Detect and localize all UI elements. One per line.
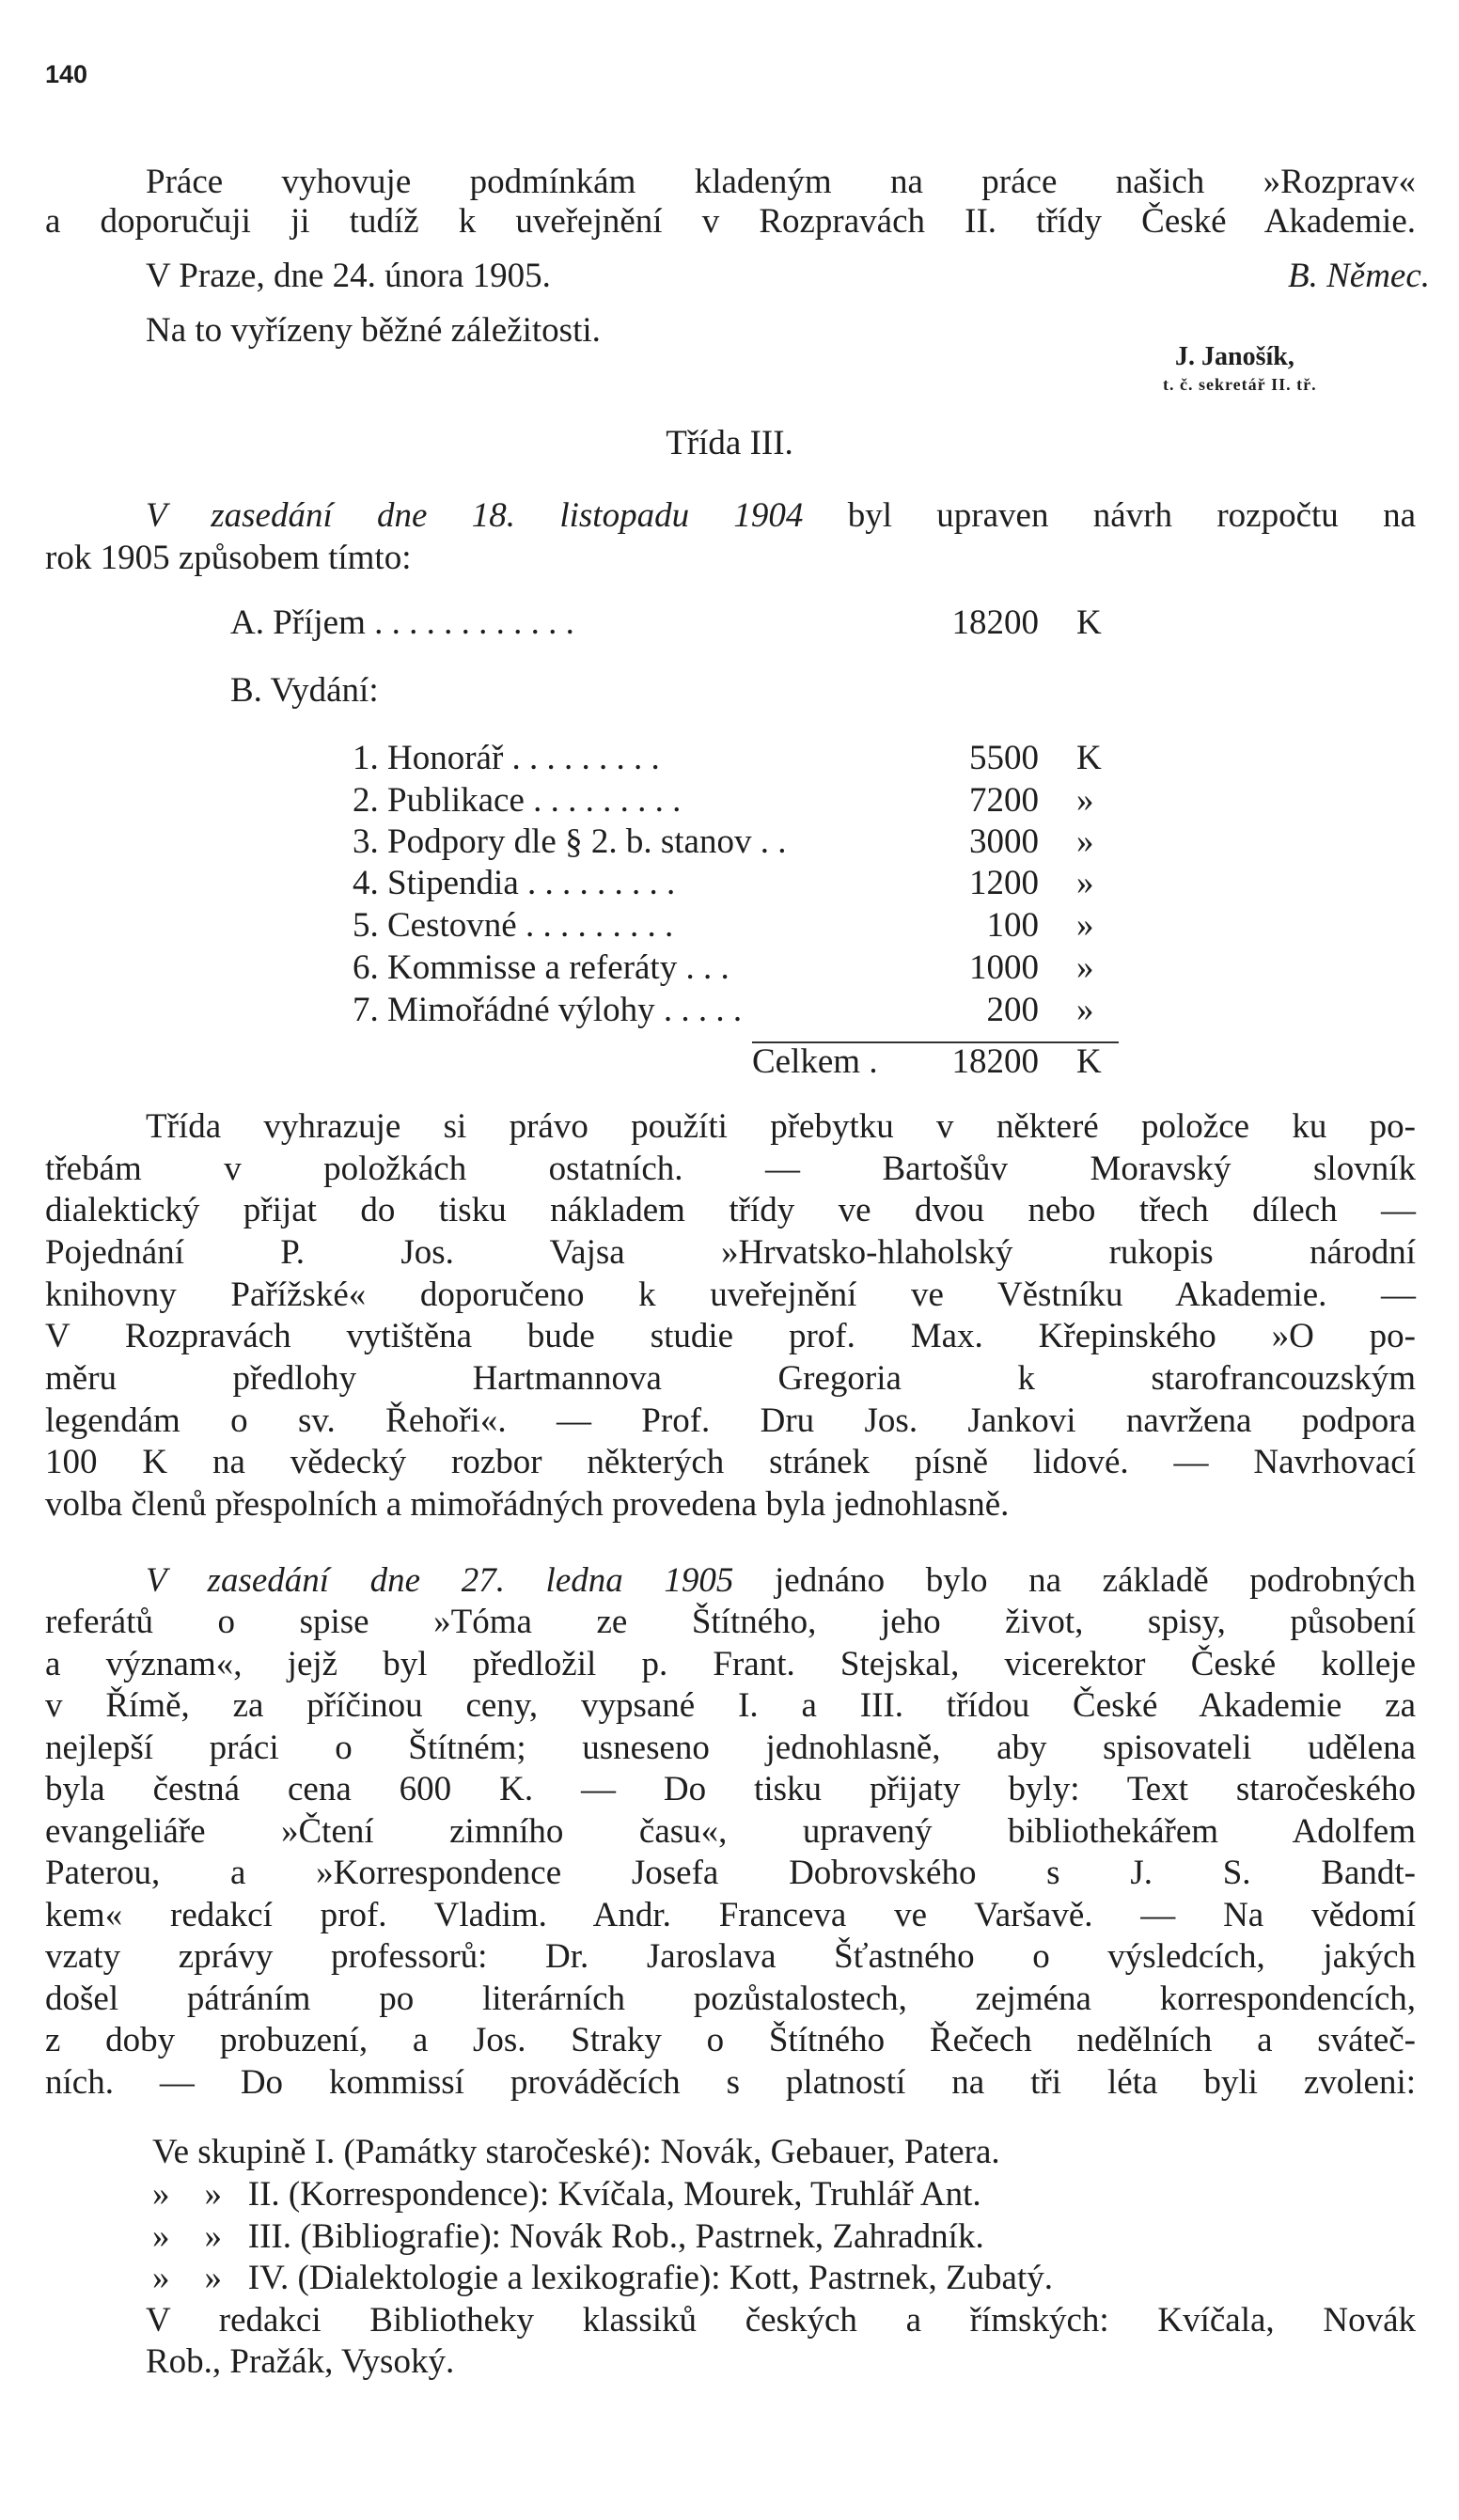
- paragraph-1-line: Pojednání P. Jos. Vajsa »Hrvatsko-hlaholský rukopis národní: [45, 1233, 1416, 1272]
- paragraph-1-line: Třída vyhrazuje si právo použíti přebytku v některé položce ku po-: [146, 1107, 1416, 1146]
- paragraph-2-line: referátů o spise »Tóma ze Štítného, jeho život, spisy, působení: [45, 1603, 1416, 1641]
- income-currency: K: [1076, 603, 1102, 642]
- item-amount: 100: [986, 906, 1039, 945]
- intro-date: V Praze, dne 24. února 1905.: [146, 257, 551, 295]
- paragraph-1-line: knihovny Pařížské« doporučeno k uveřejnění ve Věstníku Akademie. —: [45, 1276, 1416, 1314]
- secretary-title: t. č. sekretář II. tř.: [1163, 375, 1317, 394]
- item-label: 7. Mimořádné výlohy . . . . .: [353, 991, 743, 1029]
- budget-intro-line-2: rok 1905 způsobem tímto:: [45, 539, 412, 577]
- group-row: » » IV. (Dialektologie a lexikografie): Kott, Pastrnek, Zubatý.: [152, 2259, 1054, 2297]
- item-currency: »: [1076, 948, 1094, 987]
- item-amount: 5500: [969, 739, 1039, 777]
- group-row: » » III. (Bibliografie): Novák Rob., Pastrnek, Zahradník.: [152, 2217, 984, 2256]
- item-amount: 1200: [969, 864, 1039, 902]
- budget-intro-rest: byl upraven návrh rozpočtu na: [847, 496, 1416, 535]
- group-row: Ve skupině I. (Památky staročeské): Novák, Gebauer, Patera.: [152, 2133, 1000, 2171]
- page-number: 140: [45, 60, 88, 88]
- item-currency: »: [1076, 864, 1094, 902]
- paragraph-2-date: V zasedání dne 27. ledna 1905: [146, 1561, 734, 1600]
- paragraph-2-line: vzaty zprávy professorů: Dr. Jaroslava Šťastného o výsledcích, jakých: [45, 1937, 1416, 1976]
- paragraph-1-line: volba členů přespolních a mimořádných provedena byla jednohlasně.: [45, 1485, 1010, 1524]
- total-label: Celkem .: [752, 1042, 878, 1081]
- closing-line: Rob., Pražák, Vysoký.: [146, 2342, 455, 2381]
- item-currency: »: [1076, 906, 1094, 945]
- paragraph-1-line: třebám v položkách ostatních. — Bartošův Moravský slovník: [45, 1150, 1416, 1188]
- paragraph-2-line: Paterou, a »Korrespondence Josefa Dobrovského s J. S. Bandt-: [45, 1854, 1416, 1892]
- group-row: » » II. (Korrespondence): Kvíčala, Mourek, Truhlář Ant.: [152, 2175, 981, 2214]
- item-currency: »: [1076, 822, 1094, 861]
- paragraph-2-line: v Římě, za příčinou ceny, vypsané I. a III. třídou České Akademie za: [45, 1686, 1416, 1725]
- section-heading: Třída III.: [666, 424, 793, 462]
- paragraph-2-line: z doby probuzení, a Jos. Straky o Štítného Řečech nedělních a sváteč-: [45, 2021, 1416, 2059]
- paragraph-2-rest: jednáno bylo na základě podrobných: [775, 1561, 1417, 1600]
- item-currency: K: [1076, 739, 1102, 777]
- budget-intro-line: [146, 495, 1416, 537]
- total-currency: K: [1076, 1042, 1102, 1081]
- item-label: 3. Podpory dle § 2. b. stanov . .: [353, 822, 787, 861]
- paragraph-1-line: 100 K na vědecký rozbor některých stránek písně lidové. — Navrhovací: [45, 1443, 1416, 1481]
- intro-line: Práce vyhovuje podmínkám kladeným na práce našich »Rozprav«: [146, 163, 1416, 201]
- paragraph-2-line: evangeliáře »Čtení zimního času«, upravený bibliothekářem Adolfem: [45, 1812, 1416, 1851]
- budget-intro-date: V zasedání dne 18. listopadu 1904: [146, 496, 804, 535]
- paragraph-2-line: ních. — Do kommissí prováděcích s platností na tři léta byli zvoleni:: [45, 2063, 1416, 2102]
- paragraph-1-line: měru předlohy Hartmannova Gregoria k starofrancouzským: [45, 1359, 1416, 1398]
- signature-nemec: B. Němec.: [1288, 257, 1431, 295]
- paragraph-1-line: legendám o sv. Řehoři«. — Prof. Dru Jos. Jankovi navržena podpora: [45, 1401, 1416, 1440]
- item-label: 2. Publikace . . . . . . . . .: [353, 781, 682, 820]
- expenses-label: B. Vydání:: [230, 671, 379, 710]
- item-currency: »: [1076, 781, 1094, 820]
- paragraph-2-line: kem« redakcí prof. Vladim. Andr. Franceva ve Varšavě. — Na vědomí: [45, 1896, 1416, 1934]
- item-currency: »: [1076, 991, 1094, 1029]
- paragraph-2-line: a význam«, jejž byl předložil p. Frant. Stejskal, vicerektor České kolleje: [45, 1645, 1416, 1683]
- item-amount: 1000: [969, 948, 1039, 987]
- paragraph-1-line: dialektický přijat do tisku nákladem třídy ve dvou nebo třech dílech —: [45, 1191, 1416, 1229]
- item-amount: 200: [986, 991, 1039, 1029]
- item-amount: 7200: [969, 781, 1039, 820]
- total-amount: 18200: [951, 1042, 1039, 1081]
- paragraph-1-line: V Rozpravách vytištěna bude studie prof. Max. Křepinského »O po-: [45, 1317, 1416, 1355]
- income-label: A. Příjem . . . . . . . . . . . .: [230, 603, 574, 642]
- item-label: 6. Kommisse a referáty . . .: [353, 948, 730, 987]
- paragraph-2-line: došel pátráním po literárních pozůstalostech, zejména korrespondencích,: [45, 1980, 1416, 2018]
- intro-line: a doporučuji ji tudíž k uveřejnění v Rozpravách II. třídy České Akademie.: [45, 202, 1416, 241]
- closing-line: V redakci Bibliotheky klassiků českých a římských: Kvíčala, Novák: [146, 2301, 1416, 2340]
- secretary-name: J. Janošík,: [1175, 342, 1294, 371]
- item-label: 1. Honorář . . . . . . . . .: [353, 739, 660, 777]
- paragraph-2-line: byla čestná cena 600 K. — Do tisku přijaty byly: Text staročeského: [45, 1770, 1416, 1808]
- item-amount: 3000: [969, 822, 1039, 861]
- income-amount: 18200: [951, 603, 1039, 642]
- paragraph-2-line: nejlepší práci o Štítném; usneseno jednohlasně, aby spisovateli udělena: [45, 1729, 1416, 1767]
- item-label: 4. Stipendia . . . . . . . . .: [353, 864, 676, 902]
- item-label: 5. Cestovné . . . . . . . . .: [353, 906, 674, 945]
- intro-resolution: Na to vyřízeny běžné záležitosti.: [146, 311, 601, 350]
- paragraph-2-line: [146, 1560, 1416, 1602]
